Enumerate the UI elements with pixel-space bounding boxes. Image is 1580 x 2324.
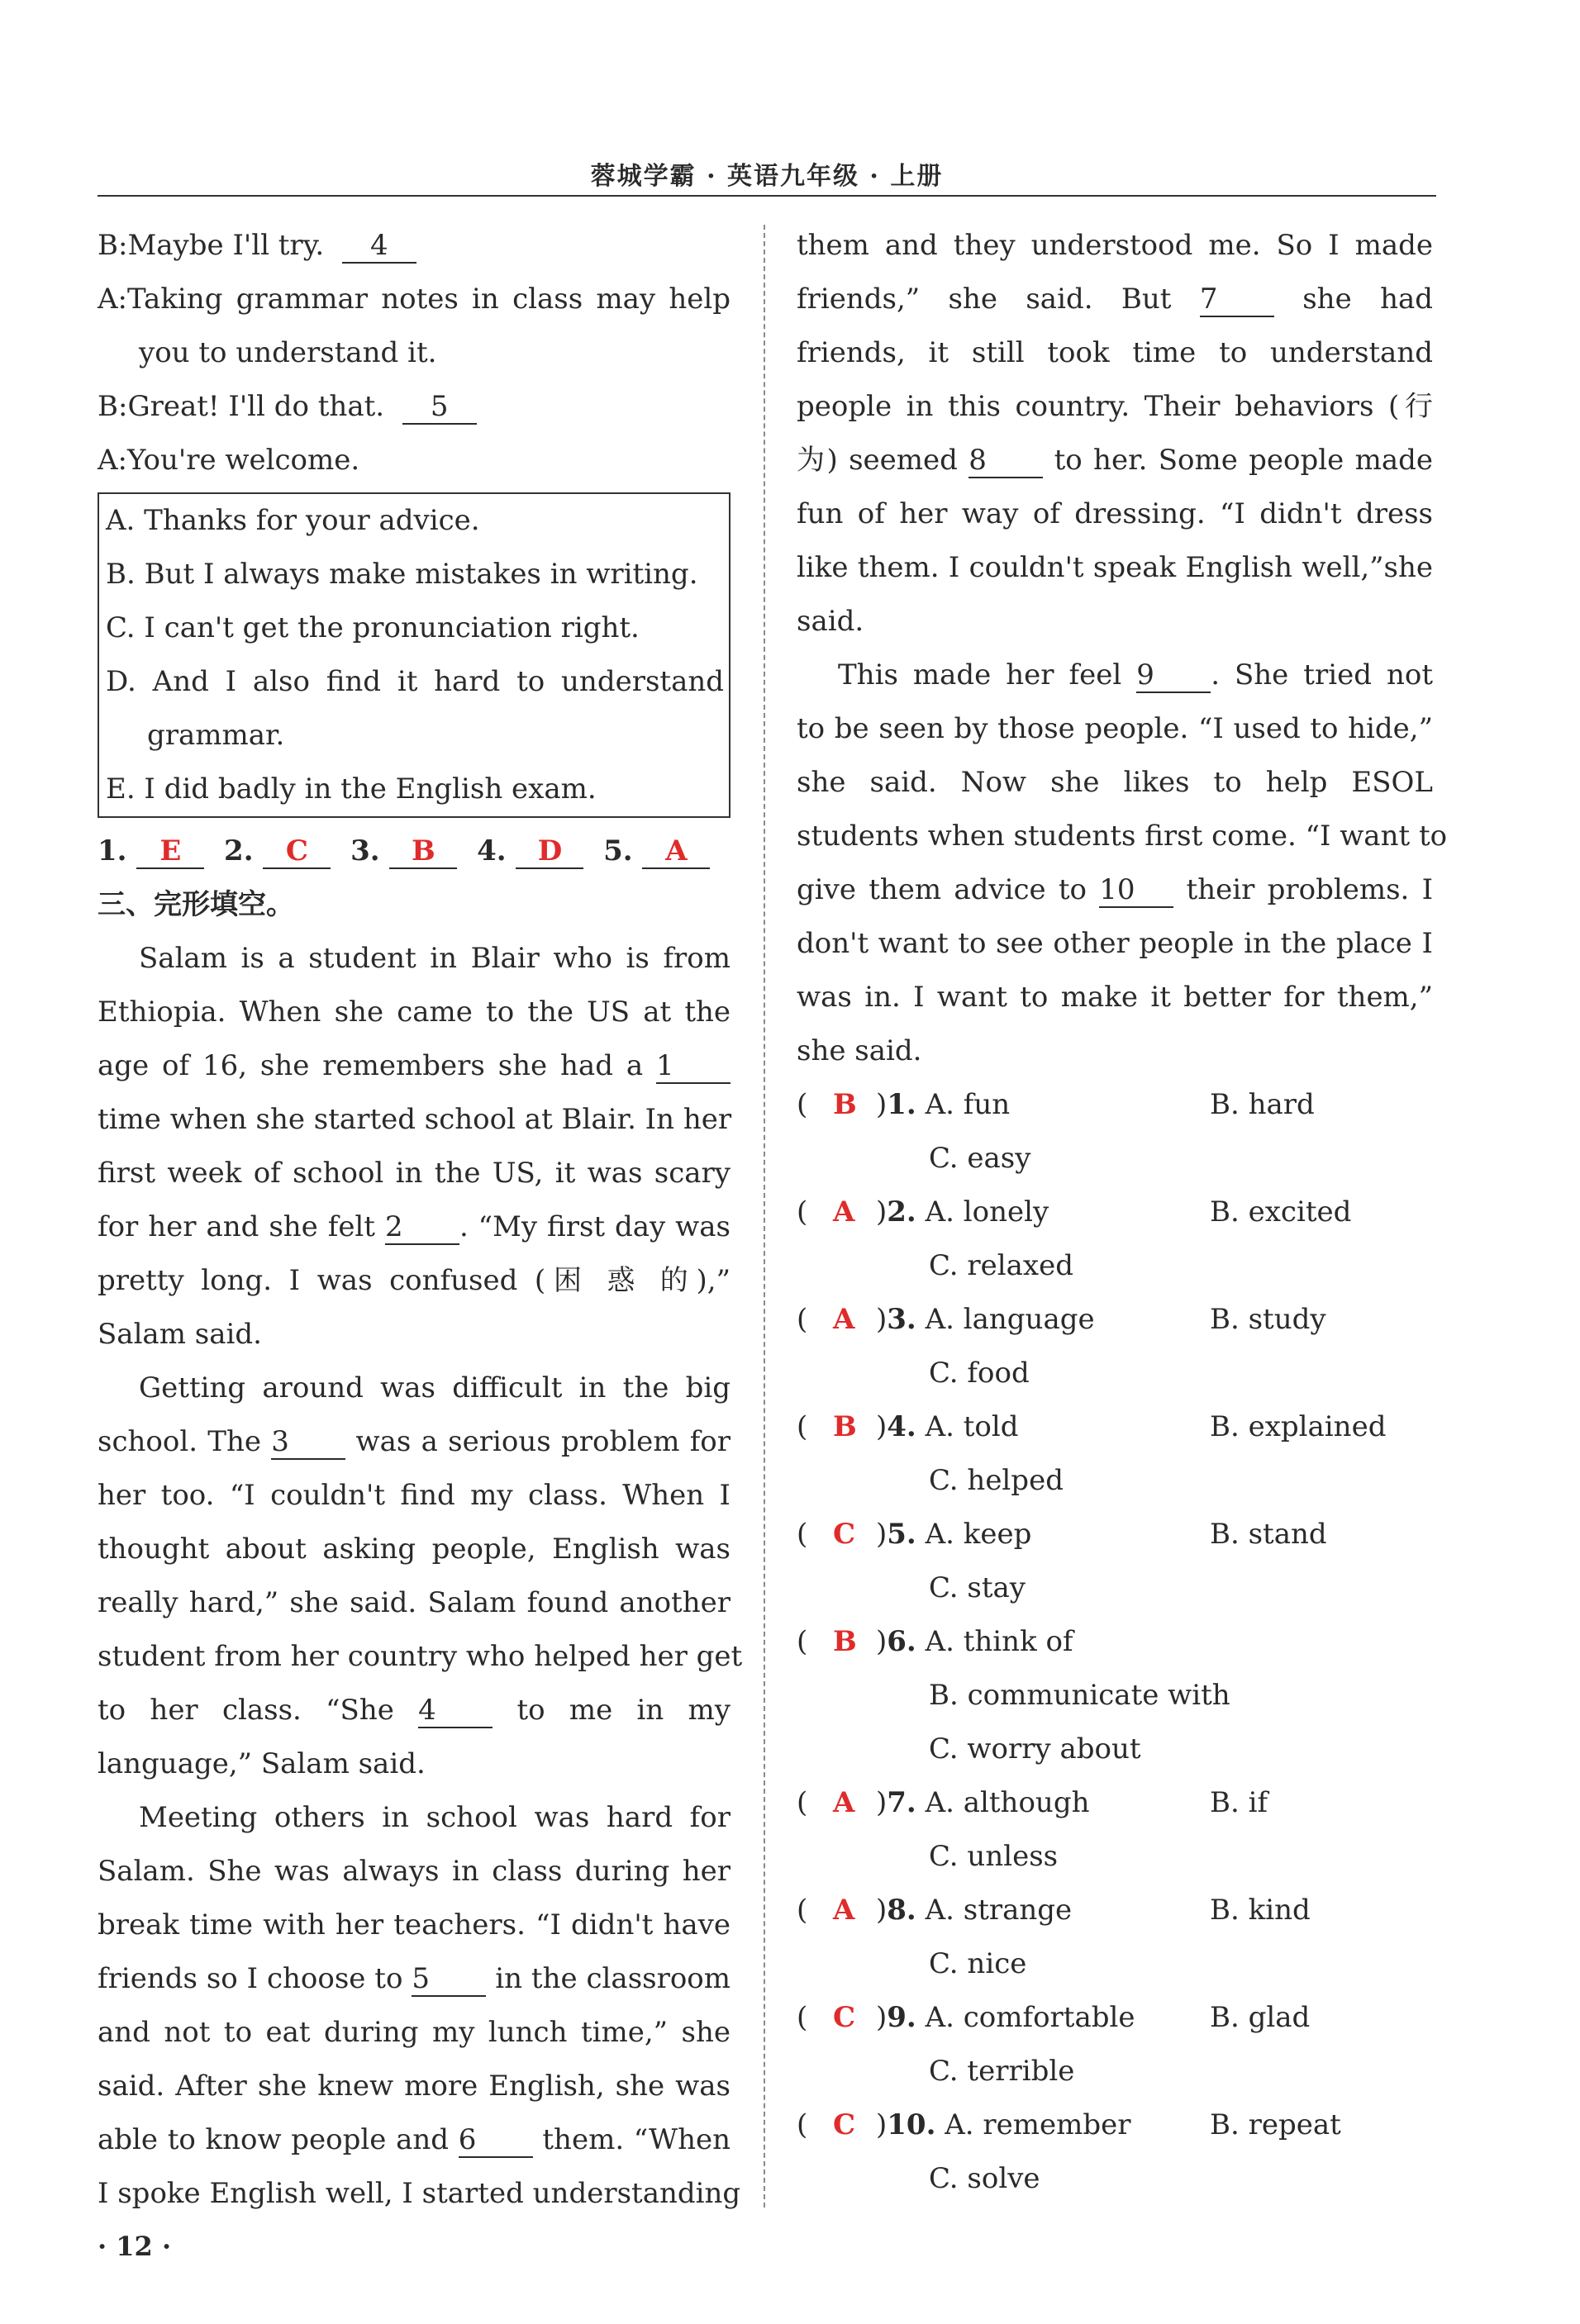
passage-line: Salam. She was always in class during her <box>98 1855 731 1888</box>
question-row: ( C )10. A. remember B. repeat <box>797 2098 1433 2152</box>
question-row: ( A )7. A. although B. if <box>797 1776 1433 1830</box>
passage-line: she said. <box>797 1034 922 1067</box>
question-row-c <box>797 1454 1433 1508</box>
section-title: 三、完形填空。 <box>98 888 294 921</box>
answer-value: D <box>516 834 583 869</box>
passage-line: thought about asking people, English was <box>98 1533 731 1566</box>
question-row: ( A )8. A. strange B. kind <box>797 1884 1433 1937</box>
option-item: A. Thanks for your advice. <box>106 504 480 537</box>
option-b: B. explained <box>1210 1410 1387 1443</box>
option-item: grammar. <box>147 719 285 752</box>
cloze-blank: 9 <box>1136 658 1211 693</box>
passage-line: for her and she felt 2 . “My first day was <box>98 1210 731 1243</box>
passage-line: Salam is a student in Blair who is from <box>139 942 731 975</box>
page-header: 蓉城学霸 · 英语九年级 · 上册 <box>590 162 944 191</box>
option-c: C. unless <box>929 1840 1059 1873</box>
option-c: C. helped <box>929 1464 1064 1497</box>
question-row: ( C )9. A. comfortable B. glad <box>797 1991 1433 2045</box>
answer-value: B <box>389 834 457 869</box>
passage-line: Meeting others in school was hard for <box>139 1801 731 1834</box>
passage-line: pretty long. I was confused (困 惑 的),” <box>98 1264 731 1297</box>
option-b: B. glad <box>1210 2001 1311 2034</box>
option-c: C. stay <box>929 1571 1026 1604</box>
passage-line: fun of her way of dressing. “I didn't dress <box>797 497 1433 530</box>
question-row-c <box>797 1132 1433 1186</box>
option-item: B. But I always make mistakes in writing. <box>106 558 698 591</box>
option-b: B. kind <box>1210 1894 1311 1927</box>
passage-line: 为) seemed 8 to her. Some people made <box>797 444 1434 477</box>
dialogue-line: B:Maybe I'll try. 4 <box>98 219 731 273</box>
option-c: C. nice <box>929 1947 1027 1980</box>
left-column <box>98 219 743 2221</box>
passage-line: Getting around was difficult in the big <box>139 1371 731 1404</box>
passage-line: Salam said. <box>98 1318 262 1351</box>
cloze-blank: 6 <box>459 2123 533 2158</box>
passage-line: able to know people and 6 them. “When <box>98 2123 731 2156</box>
options-box <box>98 492 731 818</box>
question-row-c <box>797 1937 1433 1991</box>
passage-line: really hard,” she said. Salam found another <box>98 1586 731 1619</box>
passage-line: student from her country who helped her get <box>98 1640 743 1673</box>
option-b: B. repeat <box>1210 2108 1341 2141</box>
column-divider <box>764 225 765 2208</box>
question-answer: A <box>833 1894 855 1927</box>
question-row: ( B )4. A. told B. explained <box>797 1400 1433 1454</box>
passage-line: Ethiopia. When she came to the US at the <box>98 996 731 1029</box>
option-c: C. relaxed <box>929 1249 1073 1282</box>
option-c: C. worry about <box>929 1732 1141 1766</box>
cloze-blank: 1 <box>656 1049 731 1084</box>
dialogue-line: B:Great! I'll do that. 5 <box>98 380 731 434</box>
question-row-c <box>797 1561 1433 1615</box>
question-answer: C <box>833 2108 856 2141</box>
option-c: C. terrible <box>929 2055 1075 2088</box>
cloze-blank: 3 <box>271 1425 345 1460</box>
cloze-blank: 4 <box>418 1694 493 1728</box>
question-row: ( A )2. A. lonely B. excited <box>797 1186 1433 1239</box>
question-answer: A <box>833 1303 855 1336</box>
option-b: B. excited <box>1210 1195 1352 1229</box>
question-row-c <box>797 2152 1433 2206</box>
question-row-c <box>797 1239 1433 1293</box>
question-answer: A <box>833 1786 855 1819</box>
option-b: B. study <box>1210 1303 1326 1336</box>
passage-line: give them advice to 10 their problems. I <box>797 873 1433 906</box>
passage-line: and not to eat during my lunch time,” she <box>98 2016 731 2049</box>
cloze-blank: 10 <box>1099 873 1173 908</box>
passage-line: said. <box>797 605 864 638</box>
passage-line: she said. Now she likes to help ESOL <box>797 766 1433 799</box>
passage-line: This made her feel 9 . She tried not <box>838 658 1433 691</box>
passage-line: age of 16, she remembers she had a 1 <box>98 1039 731 1093</box>
option-b: B. hard <box>1210 1088 1315 1121</box>
question-answer: B <box>833 1410 857 1443</box>
cloze-blank: 8 <box>968 444 1043 478</box>
cloze-blank: 7 <box>1200 283 1274 317</box>
passage-line: to be seen by those people. “I used to hide,” <box>797 712 1433 745</box>
passage-line: friends so I choose to 5 in the classroom <box>98 1962 731 1995</box>
answers-row: 1. E 2. C 3. B 4. D 5. A <box>98 825 731 878</box>
right-column <box>797 219 1448 2206</box>
question-answer: A <box>833 1195 855 1229</box>
question-answer: C <box>833 1518 856 1551</box>
passage-line: said. After she knew more English, she was <box>98 2070 731 2103</box>
question-row: ( B )6. A. think of <box>797 1615 1433 1669</box>
passage-line: break time with her teachers. “I didn't have <box>98 1908 731 1941</box>
passage-line: like them. I couldn't speak English well,”she <box>797 551 1433 584</box>
cloze-blank: 5 <box>412 1962 486 1997</box>
option-item: C. I can't get the pronunciation right. <box>106 611 640 644</box>
option-b: B. stand <box>1210 1518 1327 1551</box>
question-answer: B <box>833 1088 857 1121</box>
passage-line: them and they understood me. So I made <box>797 229 1433 262</box>
answer-blank: 4 <box>342 229 416 264</box>
passage-line: to her class. “She 4 to me in my <box>98 1694 731 1727</box>
option-item: D. And I also find it hard to understand <box>106 665 724 698</box>
question-row-b <box>797 1669 1433 1723</box>
answer-value: E <box>136 834 204 869</box>
passage-line: people in this country. Their behaviors (行 <box>797 390 1433 423</box>
question-row: ( B )1. A. fun B. hard <box>797 1078 1433 1132</box>
header-rule <box>98 195 1436 197</box>
passage-line: school. The 3 was a serious problem for <box>98 1425 731 1458</box>
dialogue-line: A:You're welcome. <box>98 444 360 477</box>
passage-line: I spoke English well, I started understanding <box>98 2177 741 2210</box>
answer-value: C <box>263 834 331 869</box>
question-row: ( C )5. A. keep B. stand <box>797 1508 1433 1561</box>
passage-line: students when students first come. “I want to <box>797 820 1448 853</box>
passage-line: her too. “I couldn't find my class. When I <box>98 1479 731 1512</box>
question-answer: C <box>833 2001 856 2034</box>
passage-line: friends, it still took time to understand <box>797 336 1433 369</box>
question-answer: B <box>833 1625 857 1658</box>
option-b: B. communicate with <box>929 1679 1230 1712</box>
page-number: · 12 · <box>98 2231 172 2262</box>
dialogue-line: you to understand it. <box>139 336 437 369</box>
option-c: C. easy <box>929 1142 1031 1175</box>
passage-line: don't want to see other people in the place I <box>797 927 1433 960</box>
option-c: C. solve <box>929 2162 1040 2195</box>
option-b: B. if <box>1210 1786 1268 1819</box>
question-row-c <box>797 1347 1433 1400</box>
cloze-blank: 2 <box>385 1210 459 1245</box>
question-row-c <box>797 1723 1433 1776</box>
option-c: C. food <box>929 1357 1030 1390</box>
answer-value: A <box>642 834 710 869</box>
answer-blank: 5 <box>402 390 477 425</box>
passage-line: language,” Salam said. <box>98 1747 426 1780</box>
question-row-c <box>797 2045 1433 2098</box>
passage-line: time when she started school at Blair. In her <box>98 1103 732 1136</box>
passage-line: was in. I want to make it better for them,” <box>797 981 1433 1014</box>
passage-line: first week of school in the US, it was scary <box>98 1157 731 1190</box>
passage-line: friends,” she said. But 7 she had <box>797 283 1434 316</box>
question-row: ( A )3. A. language B. study <box>797 1293 1433 1347</box>
question-row-c <box>797 1830 1433 1884</box>
dialogue-line: A:Taking grammar notes in class may help <box>98 283 731 316</box>
option-item: E. I did badly in the English exam. <box>106 772 597 806</box>
